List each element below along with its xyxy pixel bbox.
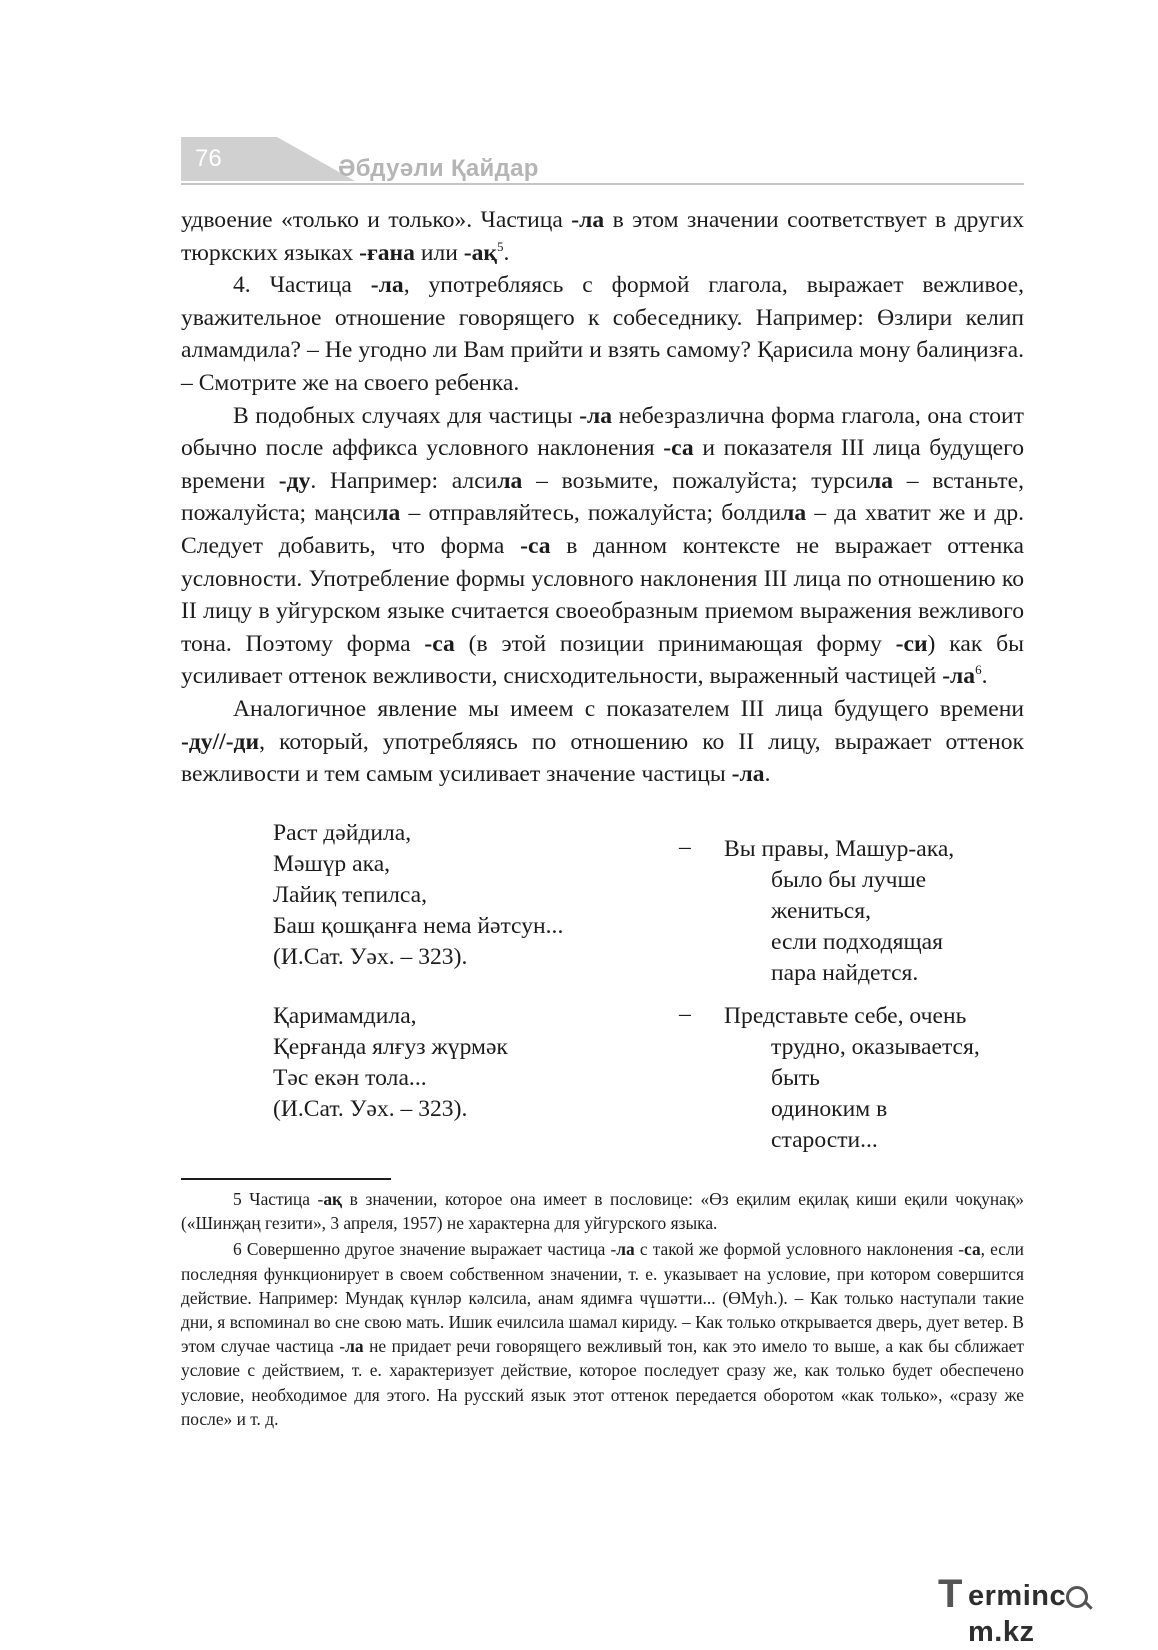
paragraph-2: 4. Частица -ла, употребляясь с формой глагола, выражает вежливое, уважительное отношение говорящего к собеседнику. Например: Өзлири келип алмамдила? – Не угодно ли Вам прийти и взять самому? Қарисила мону балиңизға. – Смотрите же на своего ребенка. xyxy=(181,272,1024,396)
poem-line: жениться, xyxy=(771,898,872,924)
poem-line: одиноким в xyxy=(771,1096,888,1122)
paragraph-1: удвоение «только и только». Частица -ла в этом значении соответствует в других тюркских языках -ғана или $-ақ^5$. xyxy=(181,207,1024,266)
poem-line: (И.Сат. Уәх. – 323). xyxy=(273,1096,468,1122)
poem-line: трудно, оказывается, xyxy=(771,1034,980,1060)
magnifier-icon xyxy=(1066,1586,1088,1608)
poem-line: Мәшүр ака, xyxy=(273,851,391,877)
poem-line: пара найдется. xyxy=(771,960,919,986)
footnote-ref-6: 6 xyxy=(975,662,982,678)
poem-uyghur-2 xyxy=(273,1001,508,1125)
translation-dash: – xyxy=(679,1001,691,1027)
poem-translation-1 xyxy=(724,834,954,989)
poem-line: Баш қошқанға нема йәтсун... xyxy=(273,913,564,939)
running-title-author: Әбдуәли Қайдар xyxy=(338,155,539,182)
poem-line: было бы лучше xyxy=(771,867,927,893)
footnote-5: 5 Частица -ақ в значении, которое она имеет в пословице: «Өз еқилим еқилақ киши еқили чоқунақ» («Шинҗаң гезити», 3 апреля, 1957) не характерна для уйгурского языка. xyxy=(181,1189,1025,1234)
poem-line: (И.Сат. Уәх. – 323). xyxy=(273,944,468,970)
poem-line: если подходящая xyxy=(771,929,943,955)
poem-line: Қаримамдила, xyxy=(273,1003,417,1029)
poem-translation-2 xyxy=(724,1001,980,1156)
paragraph-4: Аналогичное явление мы имеем с показателем III лица будущего времени -ду//-ди, который, употребляясь по отношению ко II лицу, выражает оттенок вежливости и тем самым усиливает значение частицы -ла. xyxy=(181,695,1024,788)
poem-line: быть xyxy=(771,1065,820,1091)
poem-line: Қерғанда ялғуз жүрмәк xyxy=(273,1034,508,1060)
logo-text: ermincm.kz xyxy=(968,1580,1067,1648)
poem-line: Лайиқ тепилса, xyxy=(273,882,428,908)
poem-uyghur-1 xyxy=(273,818,563,973)
main-text xyxy=(181,204,1024,791)
footnote-ref-5: 5 xyxy=(497,238,504,254)
poem-line: Тәс екән тола... xyxy=(273,1065,427,1091)
poem-line: Представьте себе, очень xyxy=(724,1003,967,1029)
poem-line: Вы правы, Машур-ака, xyxy=(724,836,955,862)
poem-line: Раст дәйдила, xyxy=(273,820,412,846)
footnote-separator xyxy=(181,1178,391,1180)
translation-dash: – xyxy=(679,834,691,860)
paragraph-3: В подобных случаях для частицы -ла небезразлична форма глагола, она стоит обычно после аффикса условного наклонения -са и показателя III лица будущего времени -ду. Например: алсила – возьмите, пожалуйста; турсила – встаньте, пожалуйста; маңсила – отправляйтесь, пожалуйста; болдила – да хватит же и др. Следует добавить, что форма -са в данном контексте не выражает оттенка условности. Употребление формы условного наклонения III лица по отношению ко II лицу в уйгурском языке считается своеобразным приемом выражения вежливого тона. Поэтому форма -са (в этой позиции принимающая форму -си) как бы усиливает оттенок вежливости, снисходительности, выраженный частицей $-ла^6$. xyxy=(181,402,1025,690)
header-rule xyxy=(181,183,1024,185)
footnote-6: 6 Совершенно другое значение выражает частица -ла с такой же формой условного наклонения -са, если последняя функционирует в своем собственном значении, т. е. указывает на условие, при котором совершится действие. Например: Мундақ күнләр кәлсила, анам ядимға чүшәтти... (ӨМуһ.). – Как только наступали такие дни, я вспоминал во сне свою мать. Ишик ечилсила шамал кириду. – Как только открывается дверь, дует ветер. В этом случае частица -ла не придает речи говорящего вежливый тон, как это имело то выше, а как бы сближает условие с действием, т. е. характеризует действие, которое последует сразу же, как только будет обеспечено условие, необходимое для этого. На русский язык этот оттенок передается оборотом «как только», «сразу же после» и т. д. xyxy=(181,1239,1025,1429)
logo-initial: T xyxy=(938,1572,963,1616)
page-number: 76 xyxy=(195,145,222,172)
poem-line: старости... xyxy=(771,1127,878,1153)
footnotes xyxy=(181,1187,1024,1433)
termincom-watermark-logo xyxy=(938,1572,1148,1648)
page-header xyxy=(181,137,1024,187)
